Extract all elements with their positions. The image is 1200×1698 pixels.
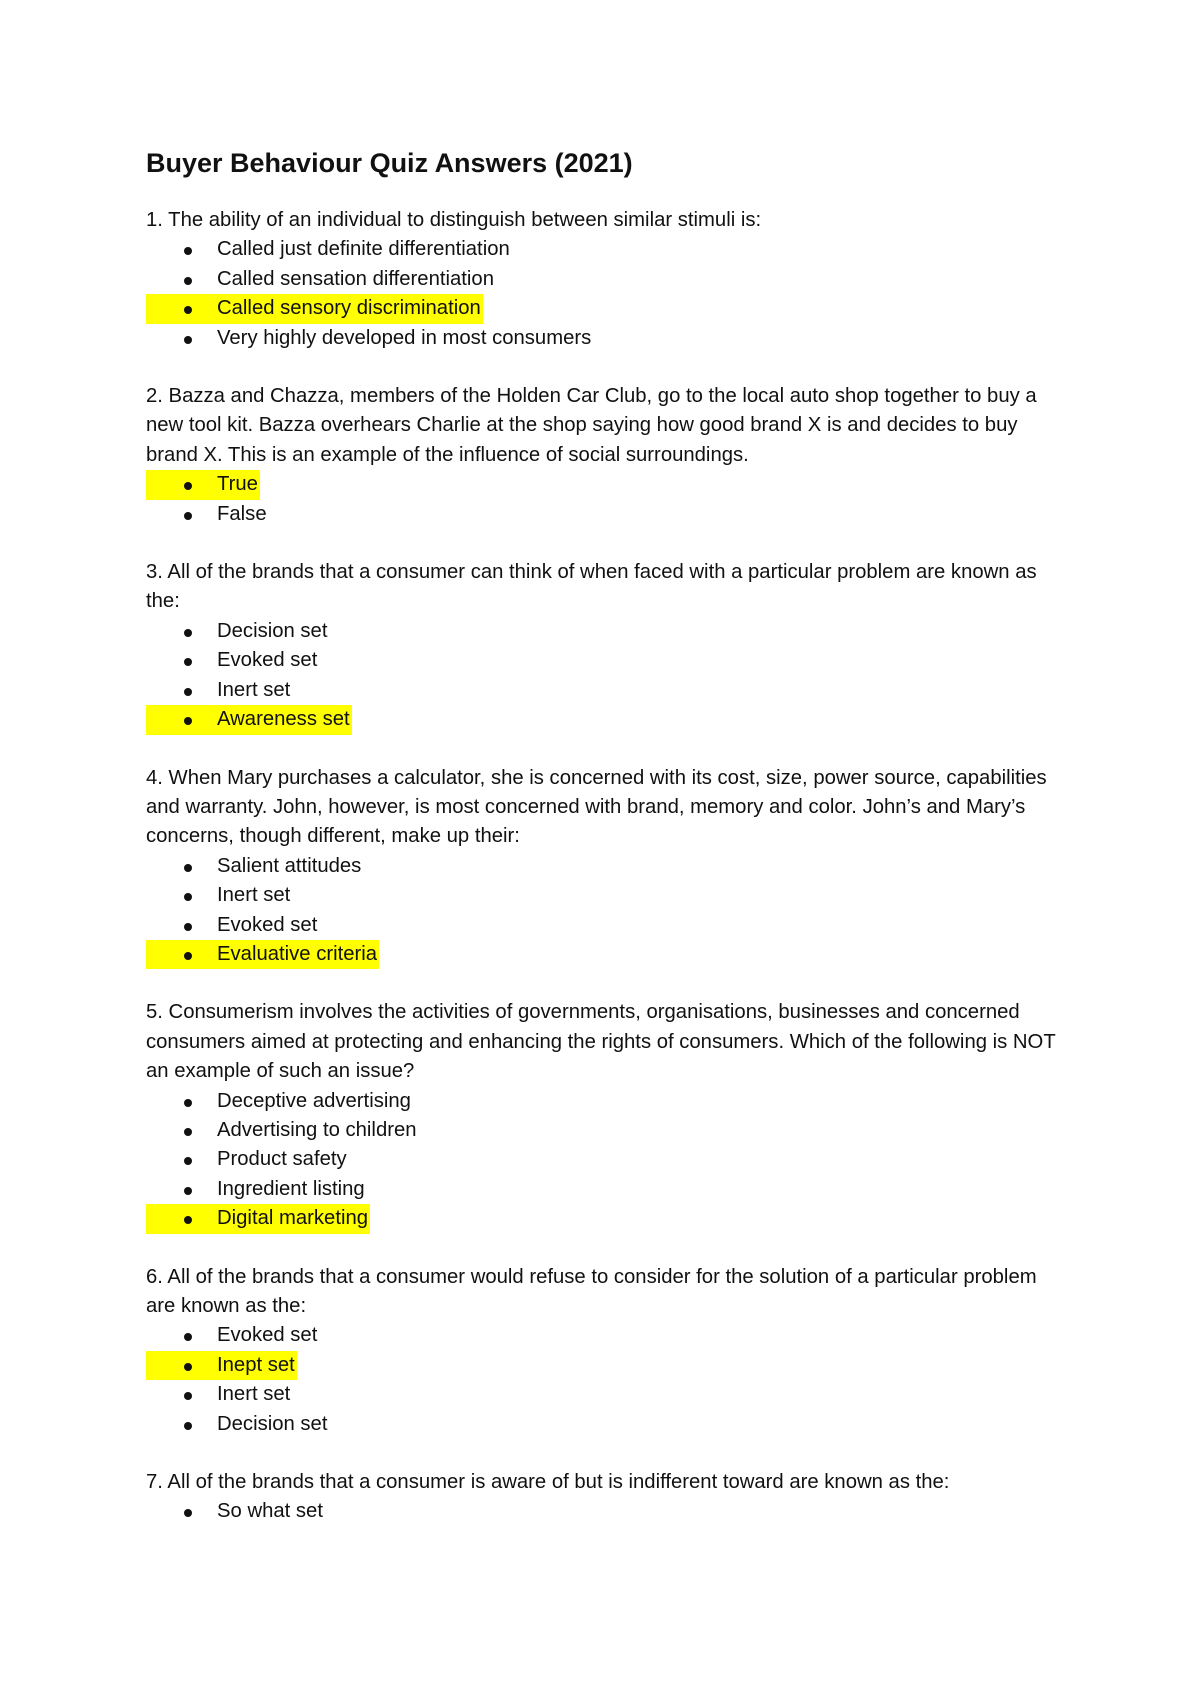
- correct-answer-option: [146, 1204, 1066, 1233]
- answer-option: [146, 1380, 1066, 1409]
- option-label: Inert set: [217, 884, 291, 907]
- option-label: So what set: [217, 1500, 323, 1523]
- correct-answer-option: [146, 1351, 1066, 1380]
- answer-options: [146, 235, 1066, 353]
- question-3: [146, 558, 1066, 734]
- option-row: [146, 617, 329, 646]
- correct-answer-option: [146, 940, 1066, 969]
- option-row: [146, 235, 512, 264]
- answer-highlight: [146, 1204, 370, 1233]
- option-row: [146, 676, 292, 705]
- answer-option: [146, 676, 1066, 705]
- option-label: Salient attitudes: [217, 854, 362, 877]
- answer-option: [146, 1175, 1066, 1204]
- answer-options: [146, 852, 1066, 970]
- option-row: [146, 1410, 329, 1439]
- question-text: 2. Bazza and Chazza, members of the Holden Car Club, go to the local auto shop together to buy a new tool kit. Bazza overhears Charlie at the shop saying how good brand X is and decides to buy brand X. This is an example of the influence of social surroundings.: [146, 385, 1037, 466]
- option-row: [146, 324, 593, 353]
- bullet-icon: [184, 336, 192, 344]
- question-text: 7. All of the brands that a consumer is aware of but is indifferent toward are known as the:: [146, 1471, 950, 1494]
- bullet-icon: [184, 1099, 192, 1107]
- option-row: [146, 265, 496, 294]
- correct-answer-option: [146, 294, 1066, 323]
- option-label: Deceptive advertising: [217, 1089, 411, 1112]
- question-4: [146, 764, 1066, 970]
- answer-highlight: [146, 940, 379, 969]
- answer-highlight: [146, 1351, 297, 1380]
- option-label: Evaluative criteria: [217, 942, 378, 965]
- option-label: Very highly developed in most consumers: [217, 326, 592, 349]
- option-row: [146, 1145, 349, 1174]
- option-row: [146, 852, 363, 881]
- option-label: Called sensory discrimination: [217, 297, 481, 320]
- question-text: 1. The ability of an individual to distinguish between similar stimuli is:: [146, 209, 762, 231]
- answer-options: [146, 470, 1066, 529]
- option-row: [146, 646, 319, 675]
- bullet-icon: [184, 277, 192, 285]
- bullet-icon: [184, 1422, 192, 1430]
- question-1: [146, 206, 1066, 353]
- option-row: [146, 1497, 325, 1526]
- option-label: Evoked set: [217, 649, 318, 672]
- option-row: [146, 1087, 413, 1116]
- option-label: False: [217, 502, 267, 525]
- option-row: [146, 911, 319, 940]
- answer-highlight: [146, 470, 260, 499]
- answer-option: [146, 324, 1066, 353]
- answer-option: [146, 235, 1066, 264]
- option-label: Inert set: [217, 1383, 291, 1406]
- correct-answer-option: [146, 705, 1066, 734]
- document-title: Buyer Behaviour Quiz Answers (2021): [146, 148, 633, 178]
- option-label: Digital marketing: [217, 1207, 369, 1230]
- option-label: Ingredient listing: [217, 1177, 365, 1200]
- bullet-icon: [184, 512, 192, 520]
- bullet-icon: [184, 1128, 192, 1136]
- question-2: [146, 382, 1066, 529]
- option-label: Called sensation differentiation: [217, 267, 494, 290]
- option-label: True: [217, 473, 258, 496]
- question-6: [146, 1263, 1066, 1439]
- answer-option: [146, 265, 1066, 294]
- bullet-icon: [184, 1363, 192, 1371]
- question-text: 5. Consumerism involves the activities of governments, organisations, businesses and concerned consumers aimed at protecting and enhancing the rights of consumers. Which of the following is NOT an example of such an issue?: [146, 1001, 1056, 1083]
- option-label: Decision set: [217, 619, 328, 642]
- bullet-icon: [184, 952, 192, 960]
- question-5: [146, 998, 1066, 1233]
- answer-options: [146, 617, 1066, 735]
- question-list: [146, 206, 1066, 1527]
- option-label: Called just definite differentiation: [217, 238, 510, 261]
- answer-option: [146, 1410, 1066, 1439]
- bullet-icon: [184, 688, 192, 696]
- option-label: Product safety: [217, 1148, 347, 1171]
- bullet-icon: [184, 629, 192, 637]
- answer-options: [146, 1497, 1066, 1526]
- answer-options: [146, 1087, 1066, 1234]
- answer-option: [146, 852, 1066, 881]
- answer-option: [146, 1116, 1066, 1145]
- answer-option: [146, 1497, 1066, 1526]
- option-row: [146, 881, 292, 910]
- question-text: 4. When Mary purchases a calculator, she is concerned with its cost, size, power source, capabilities and warranty. John, however, is most concerned with brand, memory and color. John’s and Mary’s concerns, though different, make up their:: [146, 766, 1047, 848]
- answer-option: [146, 881, 1066, 910]
- question-text: 6. All of the brands that a consumer would refuse to consider for the solution of a particular problem are known as the:: [146, 1265, 1037, 1317]
- bullet-icon: [184, 864, 192, 872]
- option-label: Awareness set: [217, 708, 350, 731]
- bullet-icon: [184, 1187, 192, 1195]
- option-label: Inept set: [217, 1353, 295, 1376]
- document-page: [146, 146, 1066, 1556]
- answer-options: [146, 1321, 1066, 1439]
- option-label: Evoked set: [217, 1324, 318, 1347]
- question-text: 3. All of the brands that a consumer can think of when faced with a particular problem are known as the:: [146, 561, 1037, 613]
- option-row: [146, 1321, 319, 1350]
- answer-highlight: [146, 294, 483, 323]
- answer-option: [146, 1321, 1066, 1350]
- option-row: [146, 1175, 367, 1204]
- correct-answer-option: [146, 470, 1066, 499]
- option-label: Inert set: [217, 678, 291, 701]
- answer-option: [146, 646, 1066, 675]
- option-label: Evoked set: [217, 913, 318, 936]
- answer-option: [146, 500, 1066, 529]
- option-row: [146, 1380, 292, 1409]
- answer-option: [146, 1087, 1066, 1116]
- answer-option: [146, 911, 1066, 940]
- question-7: [146, 1468, 1066, 1527]
- answer-option: [146, 1145, 1066, 1174]
- option-row: [146, 500, 269, 529]
- option-label: Decision set: [217, 1412, 328, 1435]
- answer-option: [146, 617, 1066, 646]
- option-row: [146, 1116, 419, 1145]
- answer-highlight: [146, 705, 352, 734]
- option-label: Advertising to children: [217, 1118, 417, 1141]
- bullet-icon: [184, 923, 192, 931]
